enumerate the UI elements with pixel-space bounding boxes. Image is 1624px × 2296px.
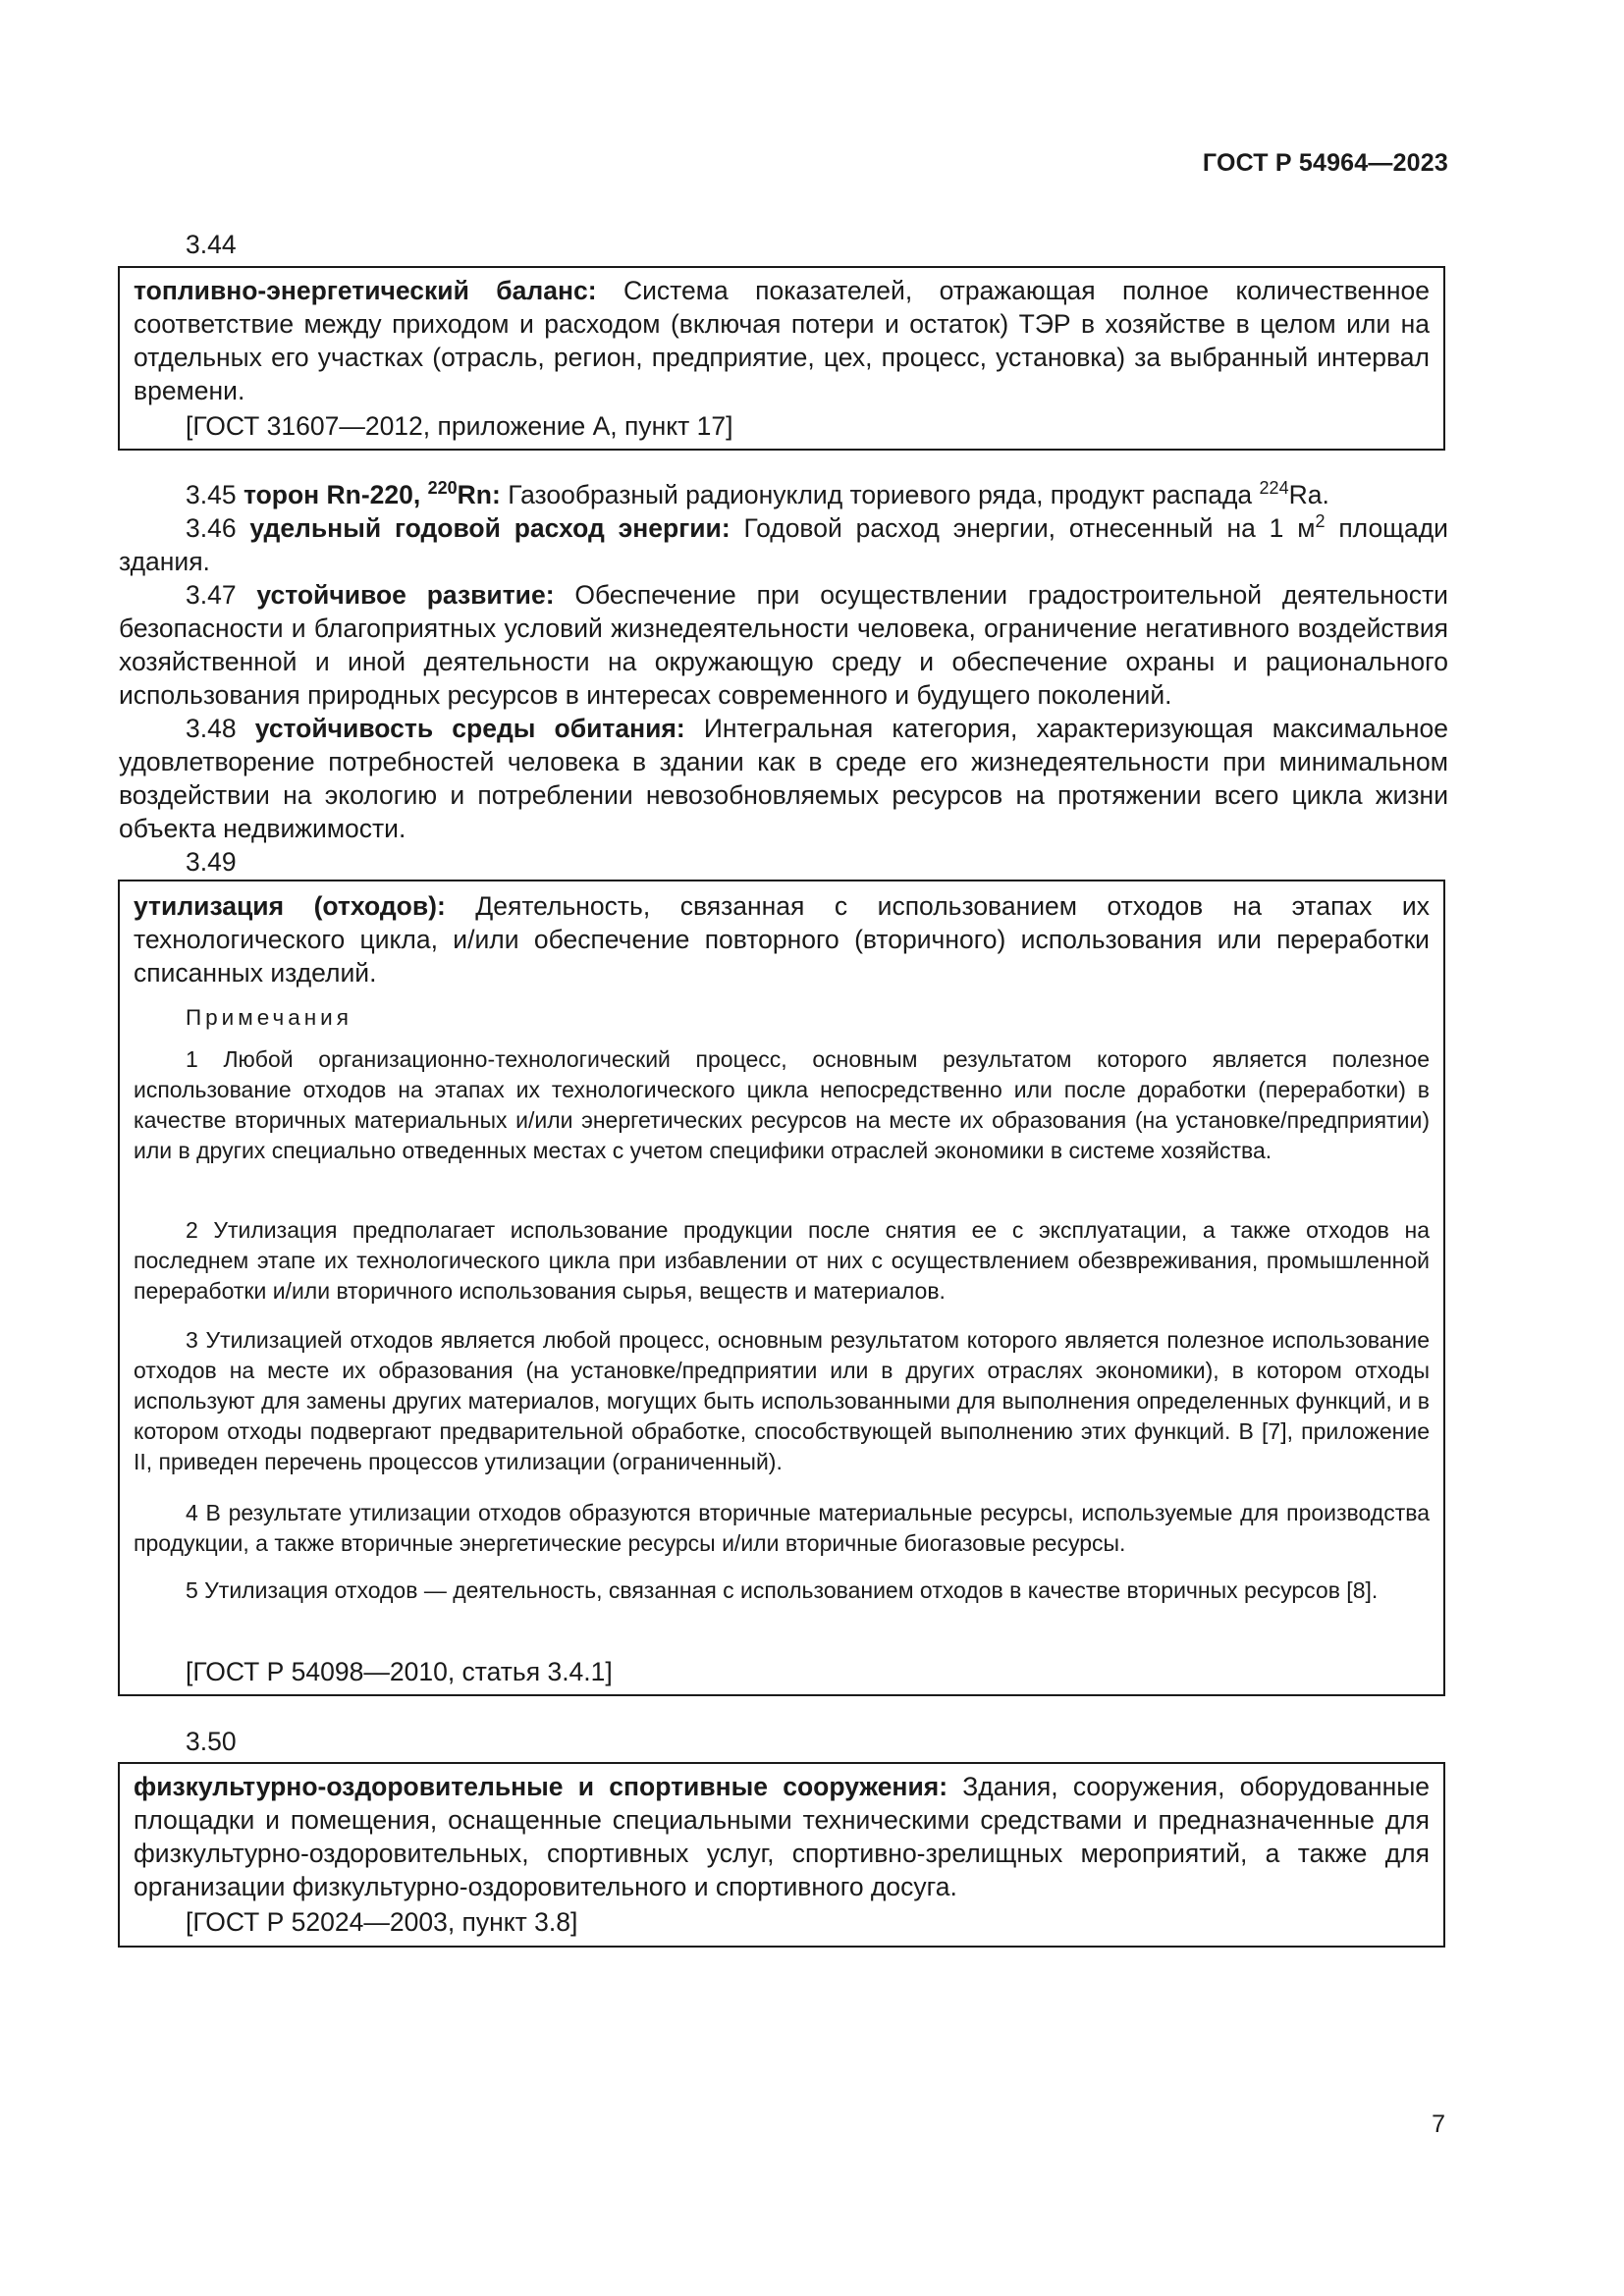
term-3-47: [119, 578, 1448, 712]
term-3-46: 3.46 удельный годовой расход энергии: Годовой расход энергии, отнесенный на 1 $м^2$ площади здания.: [119, 511, 1448, 576]
term-number-3-50: 3.50: [186, 1727, 237, 1756]
note-3: 3 Утилизацией отходов является любой процесс, основным результатом которого является полезное использование отходов на месте их образования (на установке/предприятии или в других отраслях экономики), в котором отходы используют для замены других материалов, могущих быть использованными для выполнения определенных функций, и в котором отходы подвергают предварительной обработке, способствующей выполнению этих функций. В [7], приложение II, приведен перечень процессов утилизации (ограниченный).: [134, 1327, 1430, 1474]
term-source-reference: [ГОСТ 31607—2012, приложение А, пункт 17]: [186, 411, 733, 441]
term-number: 3.46: [186, 513, 237, 543]
document-id-header: ГОСТ Р 54964—2023: [1202, 149, 1448, 177]
term-number: 3.47: [186, 580, 237, 610]
term-3-48: [119, 712, 1448, 845]
term-title: торон Rn-220,: [243, 480, 421, 509]
term-definition-3-44: [134, 274, 1430, 407]
term-title: утилизация (отходов):: [134, 891, 446, 921]
term-text: Интегральная категория, характеризующая максимальное удовлетворение потребностей человека в здании как в среде его жизнедеятельности при минимальном воздействии на экологию и потреблении невозобновляемых ресурсов на протяжении всего цикла жизни объекта недвижимости.: [119, 714, 1448, 843]
term-title: топливно-энергетический баланс:: [134, 276, 597, 305]
term-number: 3.45: [186, 480, 237, 509]
note-1: 1 Любой организационно-технологический процесс, основным результатом которого является полезное использование отходов на этапах их технологического цикла непосредственно или после доработки (переработки) в качестве вторичных материальных и/или энергетических ресурсов на месте их образования (на установке/предприятии) или в других специально отведенных местах с учетом специфики отраслей экономики в системе хозяйства.: [134, 1046, 1430, 1163]
term-box-3-50: [118, 1762, 1445, 1948]
term-box-3-44: [118, 266, 1445, 451]
page-number: 7: [1432, 2110, 1445, 2138]
term-text: Газообразный радионуклид ториевого ряда, продукт распада: [508, 480, 1253, 509]
superscript: 2: [1315, 511, 1326, 532]
term-title: устойчивое развитие:: [256, 580, 555, 610]
term-source-reference: [ГОСТ Р 54098—2010, статья 3.4.1]: [186, 1657, 613, 1686]
term-text: Обеспечение при осуществлении градостроительной деятельности безопасности и благоприятных условий жизнедеятельности человека, ограничение негативного воздействия хозяйственной и иной деятельности на окружающую среду и обеспечение охраны и рационального использования природных ресурсов в интересах современного и будущего поколений.: [119, 580, 1448, 710]
term-title: физкультурно-оздоровительные и спортивные сооружения:: [134, 1772, 948, 1801]
term-text: Годовой расход энергии, отнесенный на 1 м: [743, 513, 1316, 543]
note-5: 5 Утилизация отходов — деятельность, связанная с использованием отходов в качестве вторичных ресурсов [8].: [186, 1577, 1379, 1603]
term-text: Деятельность, связанная с использованием отходов на этапах их технологического цикла, и/или обеспечение повторного (вторичного) использования или переработки списанных изделий.: [134, 891, 1430, 988]
term-source-reference: [ГОСТ Р 52024—2003, пункт 3.8]: [186, 1907, 578, 1937]
term-title: устойчивость среды обитания:: [254, 714, 685, 743]
term-number-3-44: 3.44: [186, 230, 237, 259]
term-title: удельный годовой расход энергии:: [249, 513, 731, 543]
term-3-45: 3.45 торон Rn-220, $^{220}$Rn: Газообразный радионуклид ториевого ряда, продукт распада $^{224}$Ra.: [186, 478, 1329, 509]
term-number-3-49: 3.49: [186, 847, 237, 877]
term-definition-3-50: [134, 1770, 1430, 1903]
note-2: 2 Утилизация предполагает использование продукции после снятия ее с эксплуатации, а также отходов на последнем этапе их технологического цикла при избавлении от них с осуществлением обезвреживания, промышленной переработки и/или вторичного использования сырья, веществ и материалов.: [134, 1217, 1430, 1304]
term-text: Система показателей, отражающая полное количественное соответствие между приходом и расходом (включая потери и остаток) ТЭР в хозяйстве в целом или на отдельных его участках (отрасль, регион, предприятие, цех, процесс, установка) за выбранный интервал времени.: [134, 276, 1431, 405]
superscript: 224: [1259, 478, 1289, 499]
term-text: Здания, сооружения, оборудованные площадки и помещения, оснащенные специальными техническими средствами и предназначенные для физкультурно-оздоровительных, спортивных услуг, спортивно-зрелищных мероприятий, а также для организации физкультурно-оздоровительного и спортивного досуга.: [134, 1772, 1430, 1901]
term-number: 3.48: [186, 714, 237, 743]
superscript: 220: [427, 478, 458, 499]
term-box-3-49: [118, 880, 1445, 1696]
note-4: 4 В результате утилизации отходов образуются вторичные материальные ресурсы, используемые для производства продукции, а также вторичные энергетические ресурсы и/или вторичные биогазовые ресурсы.: [134, 1500, 1430, 1556]
notes-heading: Примечания: [186, 1005, 352, 1030]
term-definition-3-49: [134, 889, 1430, 989]
